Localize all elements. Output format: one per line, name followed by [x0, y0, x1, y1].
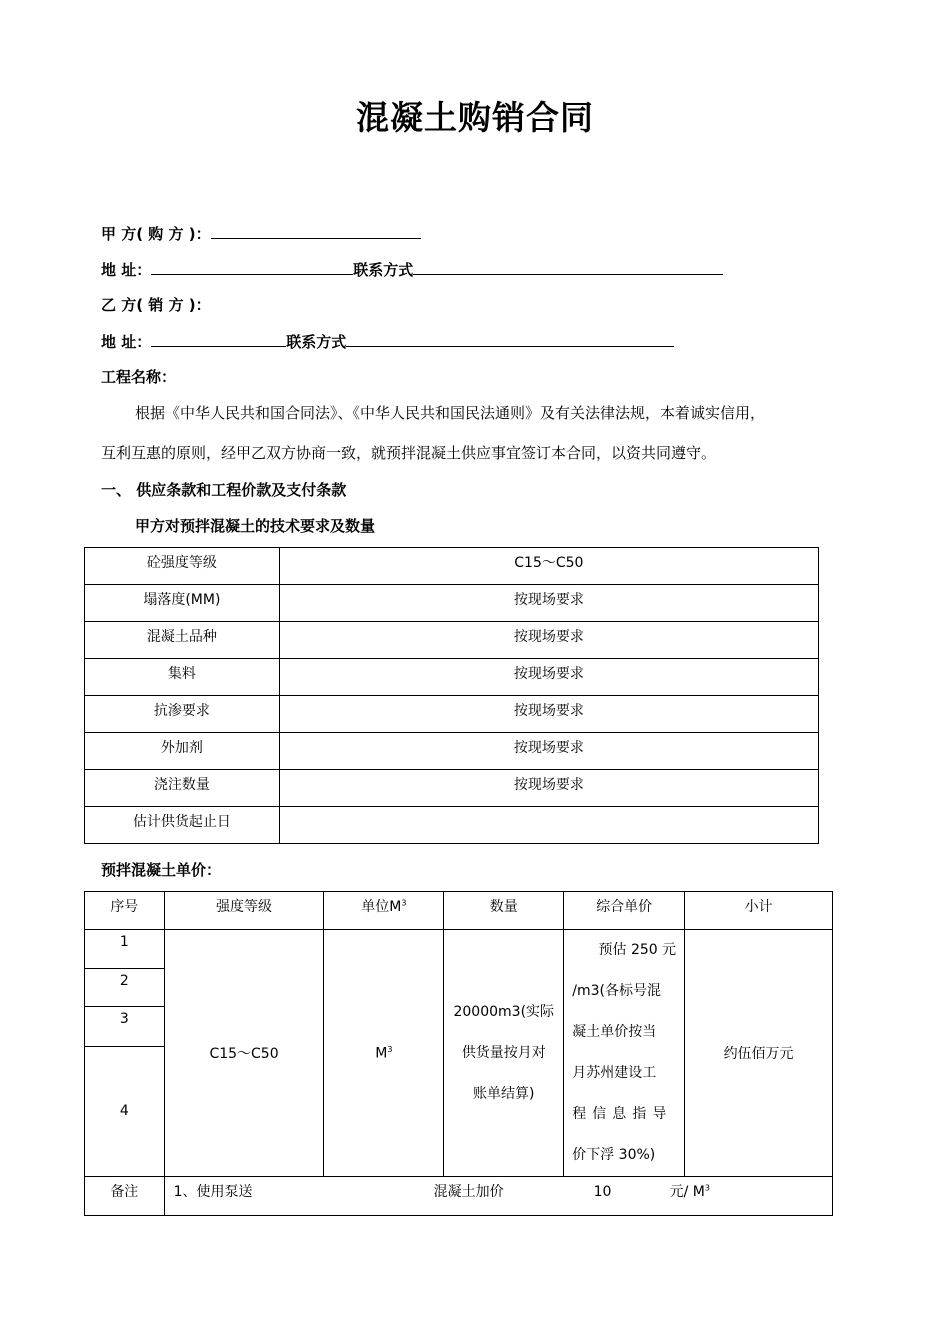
remark-content [164, 1177, 832, 1216]
table-row [85, 585, 819, 622]
table-row [85, 659, 819, 696]
contact-label: 联系方式 [353, 261, 414, 279]
header-subtotal: 小计 [685, 892, 833, 930]
party-a-blank [211, 222, 421, 239]
price-title: 预拌混凝土单价： [101, 861, 222, 879]
page-title: 混凝土购销合同 [356, 98, 594, 137]
header-unit-price: 综合单价 [564, 892, 685, 930]
party-a-line [101, 222, 421, 244]
intro-paragraph-line1: 根据《中华人民共和国合同法》、《中华人民共和国民法通则》及有关法律法规，本着诚实信用， [135, 404, 766, 422]
tech-value: 按现场要求 [279, 733, 818, 770]
contact-blank [413, 258, 723, 275]
tech-value [279, 807, 818, 844]
tech-value: 按现场要求 [279, 622, 818, 659]
remark-unit: 元/ $M^3$ [669, 1183, 710, 1200]
party-b-label: 乙 方( 销 方 )： [101, 296, 211, 314]
row-index: 3 [85, 1007, 165, 1047]
tech-value: 按现场要求 [279, 659, 818, 696]
tech-label: 抗渗要求 [85, 696, 280, 733]
tech-value: C15～C50 [279, 548, 818, 585]
remark-label: 备注 [85, 1177, 165, 1216]
party-b-line [101, 294, 211, 315]
remark-amount: 10 [593, 1184, 612, 1200]
tech-label: 浇注数量 [85, 770, 280, 807]
project-label: 工程名称： [101, 368, 177, 386]
tech-value: 按现场要求 [279, 696, 818, 733]
address-blank [151, 258, 353, 275]
remark-row [85, 1177, 833, 1216]
table-row [85, 930, 833, 969]
contact-label: 联系方式 [286, 333, 347, 351]
subtotal-cell: 约伍佰万元 [685, 930, 833, 1177]
tech-label: 外加剂 [85, 733, 280, 770]
row-index: 1 [85, 930, 165, 969]
address-blank [151, 330, 286, 347]
tech-label: 塌落度(MM) [85, 585, 280, 622]
header-unit: 单位$M^3$ [324, 892, 444, 930]
intro-paragraph-line2: 互利互惠的原则，经甲乙双方协商一致，就预拌混凝土供应事宜签订本合同，以资共同遵守。 [101, 444, 717, 462]
tech-requirements-table [84, 547, 819, 844]
tech-value: 按现场要求 [279, 585, 818, 622]
grade-cell: C15～C50 [164, 930, 324, 1177]
remark-text: 混凝土加价 [433, 1184, 504, 1200]
contact-blank [346, 330, 674, 347]
table-row [85, 622, 819, 659]
tech-req-title: 甲方对预拌混凝土的技术要求及数量 [135, 517, 376, 535]
section1-title: 一、 供应条款和工程价款及支付条款 [101, 481, 347, 499]
party-a-label: 甲 方( 购 方 )： [101, 225, 211, 243]
address-label: 地 址： [101, 333, 152, 351]
tech-label: 混凝土品种 [85, 622, 280, 659]
header-index: 序号 [85, 892, 165, 930]
header-grade: 强度等级 [164, 892, 324, 930]
row-index: 2 [85, 968, 165, 1007]
quantity-cell: 20000m3(实际 供货量按月对 账单结算) [444, 930, 564, 1177]
tech-label: 集料 [85, 659, 280, 696]
unit-price-cell: 预估 250 元 /m3(各标号混 凝土单价按当 月苏州建设工 程信息指导 价下浮 30%) [564, 930, 685, 1177]
table-row [85, 548, 819, 585]
table-row [85, 696, 819, 733]
party-b-address-line [101, 330, 674, 352]
row-index: 4 [85, 1046, 165, 1176]
remark-item: 1、使用泵送 [173, 1184, 253, 1200]
party-a-address-line [101, 258, 723, 280]
table-row [85, 733, 819, 770]
tech-label: 砼强度等级 [85, 548, 280, 585]
header-quantity: 数量 [444, 892, 564, 930]
tech-value: 按现场要求 [279, 770, 818, 807]
unit-cell: $M^3$ [324, 930, 444, 1177]
table-row [85, 770, 819, 807]
address-label: 地 址： [101, 261, 152, 279]
table-row [85, 807, 819, 844]
project-name-line [101, 366, 176, 387]
table-header-row [85, 892, 833, 930]
tech-label: 估计供货起止日 [85, 807, 280, 844]
price-table [84, 891, 833, 1216]
